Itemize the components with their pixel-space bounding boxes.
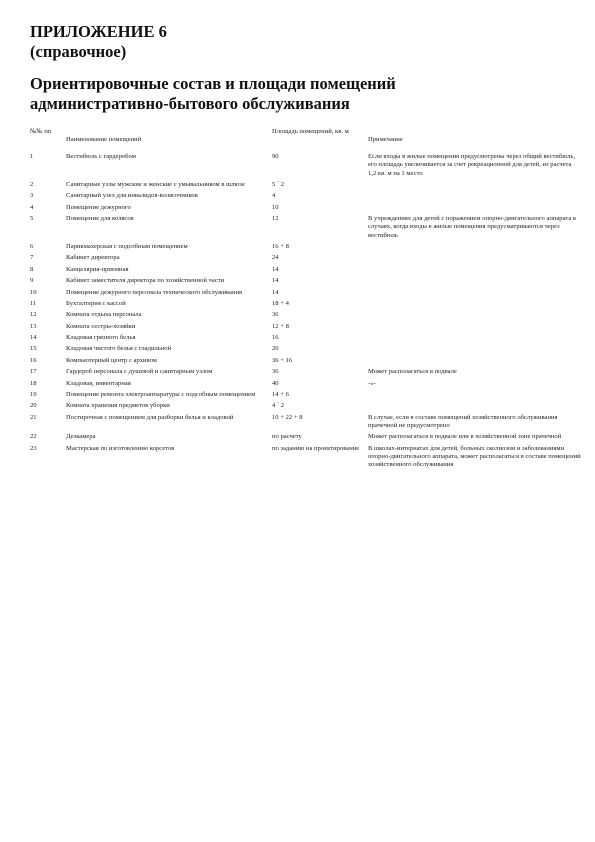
table-row [30,368,585,379]
table-row [30,181,585,192]
cell-area: 14 + 6 [272,391,289,399]
cell-name: Помещение дежурного персонала технического обслуживания [66,288,243,296]
cell-name: Комната сестры-хозяйки [66,322,136,330]
table-row [30,243,585,254]
cell-area: 16 + 8 [272,242,289,250]
table-row [30,289,585,300]
table-row [30,357,585,368]
cell-area: по расчету [272,433,302,441]
cell-note [368,204,585,215]
cell-area: 18 + 4 [272,299,289,307]
rooms-table [30,128,585,473]
cell-note: Может располагаться в подвале или в хозяйственной зоне прачечной [368,433,562,441]
cell-note [368,254,585,265]
cell-name: Парикмахерская с подсобным помещением [66,242,188,250]
cell-name: Помещение для колясок [66,215,134,223]
cell-num: 23 [30,444,37,452]
cell-name: Дезкамера [66,433,96,441]
cell-note: Может располагаться в подвале [368,368,457,376]
cell-note [368,323,585,334]
cell-num: 4 [30,203,34,211]
cell-note [368,357,585,368]
appendix-title-line2: (справочное) [30,42,127,61]
table-row [30,266,585,277]
cell-num: 9 [30,277,34,285]
table-row [30,300,585,311]
cell-note: Если входы в жилые помещения предусмотрены через общий вестибюль, его площадь увеличивается за счет рекреационной для детей, из расчета 1,2 кв. м на 1 место [368,153,576,177]
table-header-row [30,128,585,153]
cell-name: Гардероб персонала с душевой и санитарным узлом [66,368,213,376]
cell-area: 90 [272,153,279,161]
table-row [30,380,585,391]
cell-name: Кладовая, инвентарная [66,379,131,387]
cell-note: В учреждениях для детей с поражением опорно-двигательного аппарата в случаях, когда входы в жилые помещения предусматриваются через вестибюль [368,215,577,239]
cell-num: 11 [30,299,37,307]
cell-area: 5 ´ 2 [272,181,285,188]
table-row [30,254,585,265]
header-num: №№ пп [30,128,52,135]
cell-area: 10 [272,203,279,211]
cell-area: 14 [272,277,279,285]
cell-note [368,192,585,203]
cell-area: 4 [272,192,276,200]
cell-name: Комната хранения предметов уборки [66,402,170,410]
cell-name: Постирочная с помещением для разборки белья и кладовой [66,413,234,421]
cell-note: В случае, если в составе помещений хозяйственного обслуживания прачечной не предусмотрено [368,413,558,430]
cell-area: 24 [272,254,279,262]
cell-area: 12 [272,215,279,223]
cell-area: по заданию на проектирование [272,444,360,452]
table-row [30,391,585,402]
cell-area: 10 + 22 + 8 [272,413,303,421]
table-header [30,128,585,153]
cell-note: В школах-интернатах для детей, больных сколиозом и заболеваниями опорно-двигательного аппарата, может располагаться в составе помещений хозяйственного обслуживания [368,444,581,469]
cell-area: 14 [272,288,279,296]
cell-name: Кабинет директора [66,254,120,262]
table-row [30,277,585,288]
cell-num: 22 [30,433,37,441]
cell-name: Вестибюль с гардеробом [66,153,136,161]
cell-name: Санитарные узлы мужские и женские с умывальником в шлюзе [66,181,245,188]
cell-note [368,334,585,345]
cell-area: 36 [272,368,279,376]
cell-num: 21 [30,413,37,421]
cell-name: Кладовая чистого белья с гладильной [66,345,172,353]
table-row [30,402,585,413]
cell-name: Компьютерный центр с архивом [66,356,157,364]
table-row [30,334,585,345]
cell-name: Бухгалтерия с кассой [66,299,126,307]
header-note: Примечание [368,136,403,143]
cell-area: 4 ´ 2 [272,402,285,410]
cell-name: Помещение ремонта электроаппаратуры с подсобным помещением [66,391,256,399]
cell-area: 20 [272,345,279,353]
cell-num: 3 [30,192,34,200]
table-row [30,445,585,473]
appendix-title [30,22,575,62]
page-header [30,22,575,114]
cell-note [368,300,585,311]
table-row [30,153,585,181]
table-row [30,215,585,243]
cell-num: 18 [30,379,37,387]
document-title-line2: административно-бытового обслуживания [30,94,350,113]
table-row [30,323,585,334]
cell-num: 13 [30,322,37,330]
cell-name: Канцелярия-приемная [66,265,129,273]
table-row [30,311,585,322]
cell-name: Кладовая грязного белья [66,334,136,342]
cell-num: 8 [30,265,34,273]
cell-name: Мастерская по изготовлению корсетов [66,444,175,452]
cell-name: Помещение дежурного [66,203,131,211]
cell-num: 6 [30,242,34,250]
cell-name: Комната отдыха персонала [66,311,142,319]
cell-num: 7 [30,254,34,262]
cell-note [368,266,585,277]
cell-note [368,289,585,300]
cell-note [368,243,585,254]
cell-num: 5 [30,215,34,223]
cell-area: 36 [272,311,279,319]
cell-num: 19 [30,391,37,399]
cell-num: 14 [30,334,37,342]
table-row [30,433,585,444]
table-row [30,345,585,356]
cell-name: Санитарный узел для инвалидов-колясочников [66,192,198,200]
cell-note [368,402,585,413]
cell-num: 12 [30,311,37,319]
cell-area: 16 [272,334,279,342]
cell-note [368,181,585,192]
cell-area: 36 + 16 [272,356,293,364]
cell-note [368,311,585,322]
cell-num: 15 [30,345,37,353]
table-body [30,153,585,472]
cell-note [368,277,585,288]
cell-num: 16 [30,356,37,364]
cell-note [368,391,585,402]
cell-num: 10 [30,288,37,296]
cell-num: 20 [30,402,37,410]
cell-note: -«- [368,379,376,387]
header-name: Наименование помещений [66,136,142,143]
document-title-line1: Ориентировочные состав и площади помещений [30,74,396,93]
cell-area: 40 [272,379,279,387]
table-row [30,204,585,215]
appendix-title-line1: ПРИЛОЖЕНИЕ 6 [30,22,167,41]
cell-area: 14 [272,265,279,273]
header-area: Площадь помещений, кв. м [272,128,349,135]
cell-num: 17 [30,368,37,376]
document-title [30,74,575,114]
cell-name: Кабинет заместителя директора по хозяйственной части [66,277,225,285]
table-row [30,192,585,203]
cell-note [368,345,585,356]
cell-num: 2 [30,181,34,188]
table-row [30,414,585,434]
cell-area: 12 + 8 [272,322,289,330]
cell-num: 1 [30,153,34,161]
